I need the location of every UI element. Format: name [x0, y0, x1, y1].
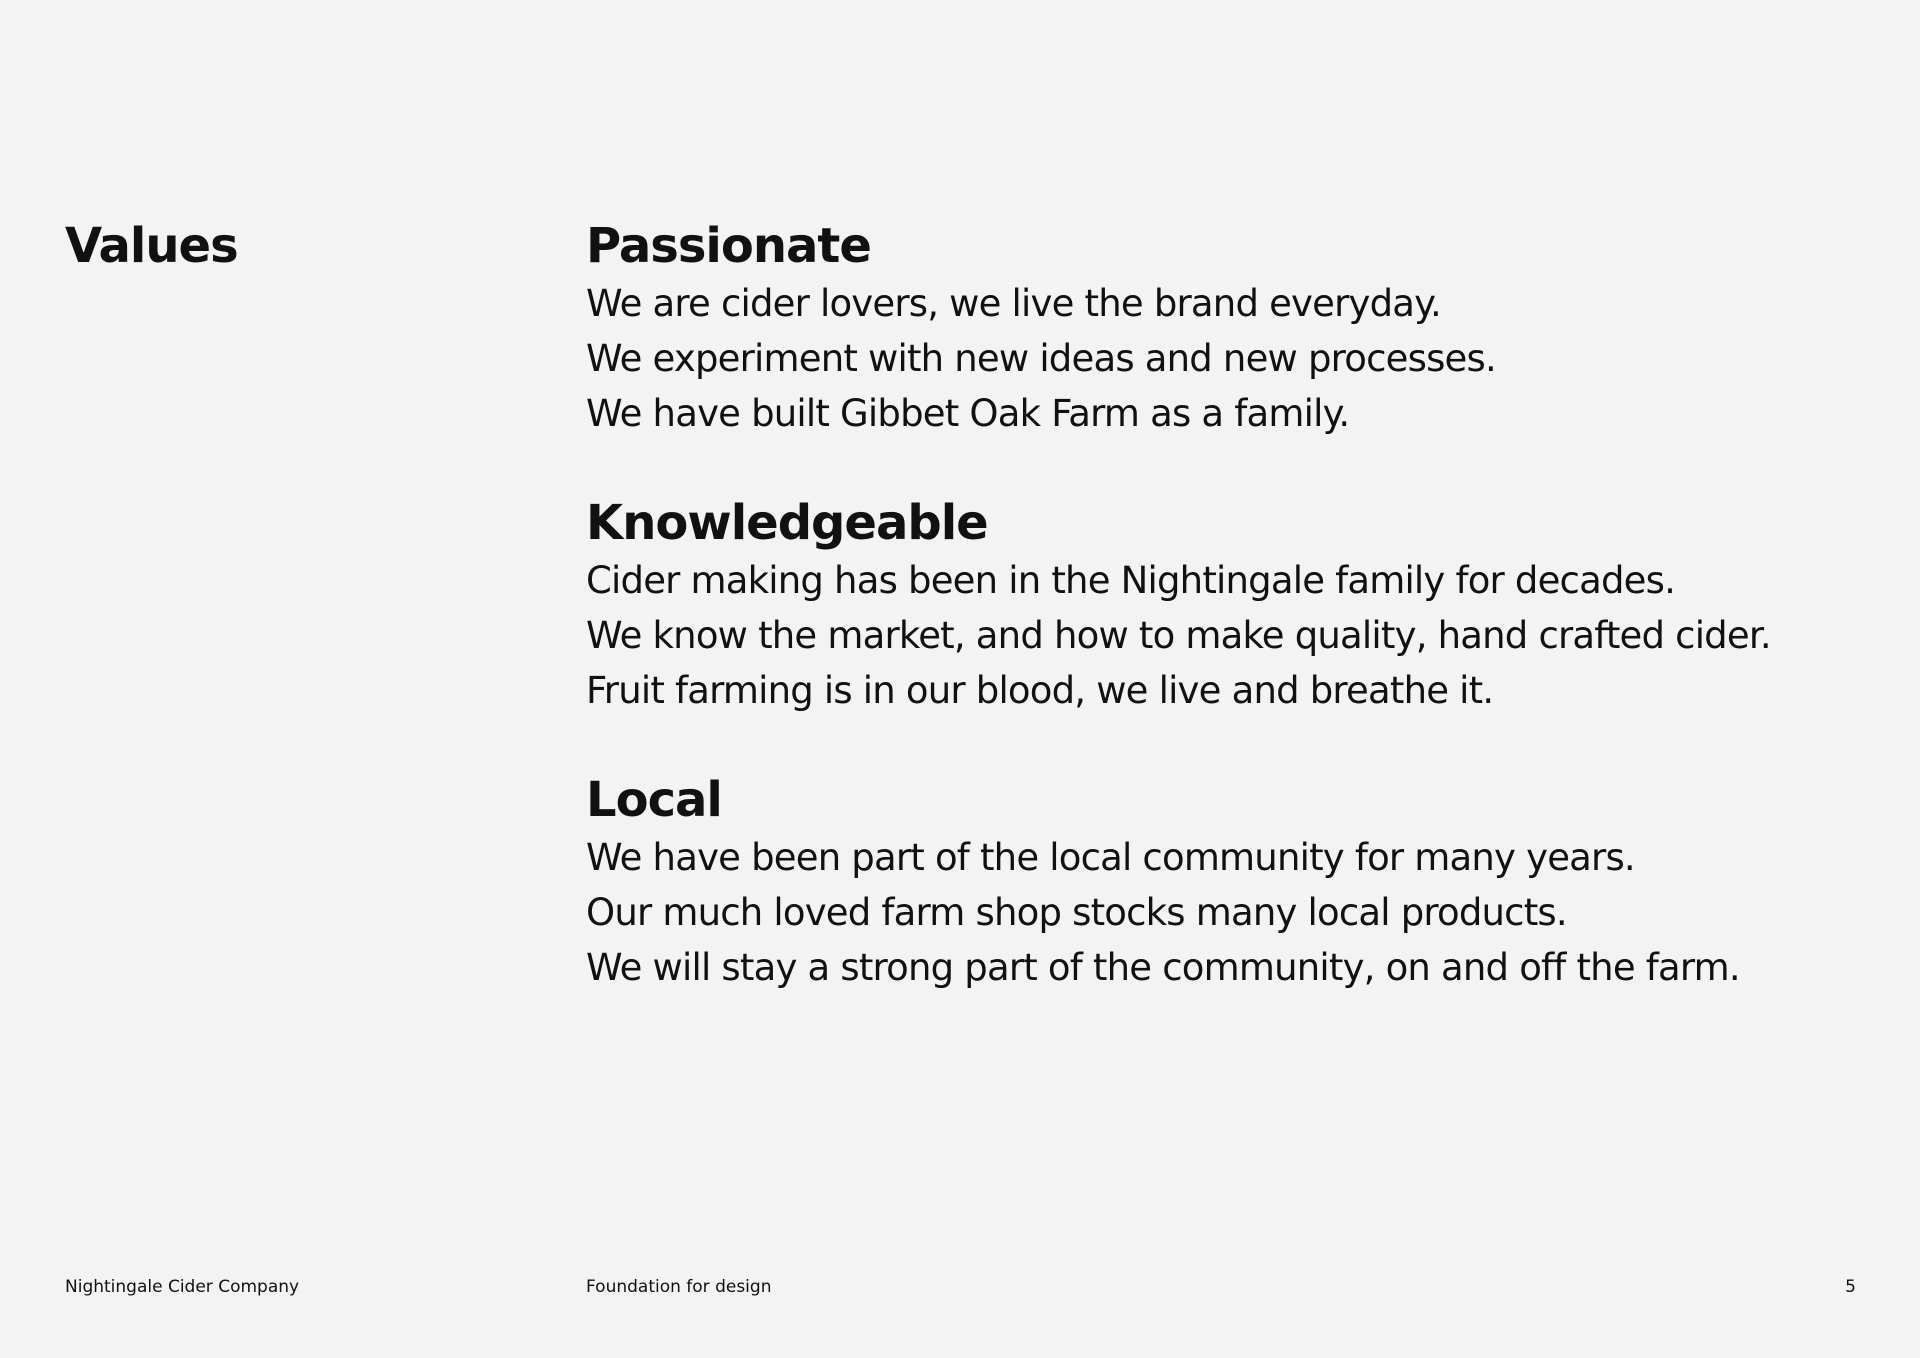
value-heading: Knowledgeable	[586, 495, 988, 551]
value-description	[586, 553, 1836, 718]
value-passionate	[586, 216, 1836, 441]
value-line: Fruit farming is in our blood, we live and breathe it.	[586, 669, 1494, 712]
value-description	[586, 830, 1836, 995]
value-heading: Local	[586, 772, 722, 828]
value-line: Our much loved farm shop stocks many local products.	[586, 891, 1567, 934]
value-line: We are cider lovers, we live the brand everyday.	[586, 282, 1441, 325]
value-line: We will stay a strong part of the community, on and off the farm.	[586, 946, 1740, 989]
value-line: We have been part of the local community for many years.	[586, 836, 1635, 879]
value-line: We experiment with new ideas and new processes.	[586, 337, 1496, 380]
values-list	[586, 216, 1836, 995]
value-local	[586, 770, 1836, 995]
footer-company-name: Nightingale Cider Company	[65, 1277, 300, 1297]
value-line: We know the market, and how to make quality, hand crafted cider.	[586, 614, 1771, 657]
footer-section-title: Foundation for design	[586, 1277, 772, 1297]
value-heading: Passionate	[586, 218, 871, 274]
page-title: Values	[65, 218, 238, 274]
value-line: Cider making has been in the Nightingale family for decades.	[586, 559, 1676, 602]
value-line: We have built Gibbet Oak Farm as a family.	[586, 392, 1350, 435]
value-knowledgeable	[586, 493, 1836, 718]
value-description	[586, 276, 1836, 441]
page-number: 5	[1845, 1277, 1856, 1297]
